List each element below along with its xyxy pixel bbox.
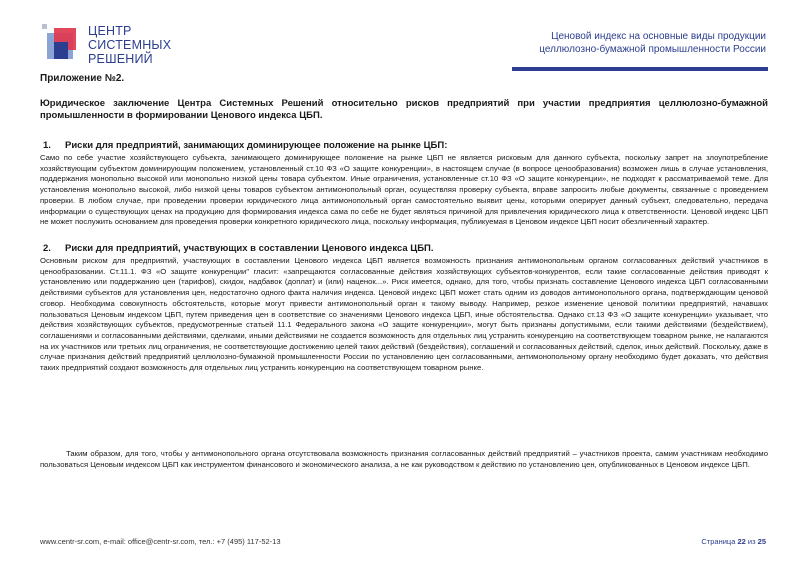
header-rule bbox=[512, 67, 768, 71]
header-title-line-1: Ценовой индекс на основные виды продукции bbox=[551, 31, 766, 42]
page-prefix: Страница bbox=[701, 537, 736, 546]
document-heading: Юридическое заключение Центра Системных Решений относительно рисков предприятий при участии предприятия целлюлозно-бумажной промышленности в формировании Ценового индекса ЦБП. bbox=[40, 98, 768, 121]
appendix-label: Приложение №2. bbox=[40, 73, 125, 84]
section-2-number: 2. bbox=[43, 243, 51, 254]
page-indicator bbox=[701, 537, 766, 546]
company-logo bbox=[38, 20, 198, 80]
logo-squares-icon bbox=[38, 20, 84, 66]
logo-line-2: СИСТЕМНЫХ bbox=[88, 38, 172, 52]
section-2-paragraph-2: Таким образом, для того, чтобы у антимонопольного органа отсутствовала возможность признания согласованных действий предприятий – участников проекта, самим участникам необходимо пользоваться Ценовым индексом ЦБП как инструментом финансового и экономического анализа, а не как руководством к действию по установлению цен, опубликованных в Ценовом индексе ЦБП. bbox=[40, 449, 768, 469]
section-2-title bbox=[40, 243, 434, 254]
section-1-title-text: Риски для предприятий, занимающих доминирующее положение на рынке ЦБП: bbox=[65, 140, 448, 151]
section-1-number: 1. bbox=[43, 140, 51, 151]
section-1-title bbox=[40, 140, 447, 151]
header-title bbox=[516, 30, 766, 56]
logo-line-3: РЕШЕНИЙ bbox=[88, 52, 153, 66]
section-2-paragraph-1: Основным риском для предприятий, участвующих в составлении Ценового индекса ЦБП является возможность признания антимонопольным органом согласованных действий участников в ценообразовании. Ст.11.1. ФЗ «О защите конкуренции" гласит: «запрещаются согласованные действия хозяйствующих субъектов-конкурентов, если такие согласованные действия приводят к установлению или поддержанию цен (тарифов), скидок, надбавок (доплат) и (или) наценок...». Риск имеется, однако, для того, чтобы признать составление Ценового индекса ЦБП согласованными действиями субъектов для установления цен, недостаточно одного факта наличия индекса. Ценовой индекс ЦБП может стать одним из доводов антимонопольного органа, подтверждающим ценовой сговор. Необходима совокупность обстоятельств, которые могут привести антимонопольный орган к такому выводу. Например, резкое изменение ценовой политики предприятий, начавших пользоваться Ценовым индексом ЦБП, путем приведения цен в соответствие со значениями Ценового индекса ЦБП, иные обстоятельства. Однако ст.13 ФЗ «О защите конкуренции» указывает, что действия хозяйствующих субъектов, предусмотренные статьей 11.1 Федерального закона «О защите конкуренции», могут быть признаны допустимыми, если такими действиями (бездействием), соглашениями и согласованными действиями, сделками, иными действиями не создается возможность для отдельных лиц устранить конкуренцию на соответствующем товарном рынке, не налагаются на их участников или третьих лиц ограничения, не соответствующие достижению целей таких действий (бездействия), соглашений и согласованных действий, сделок, иных действий. Поскольку, даже в случае признания действий предприятий целлюлозно-бумажной промышленности России по установлению цен согласованными, антимонопольному органу необходимо будет доказать, что действия таких предприятий создают возможность для отдельных лиц устранить конкуренцию на соответствующем товарном рынке. bbox=[40, 256, 768, 373]
page-current: 22 bbox=[737, 537, 746, 546]
footer-contacts: www.centr-sr.com, e-mail: office@centr-sr.com, тел.: +7 (495) 117-52-13 bbox=[40, 537, 281, 546]
header-title-line-2: целлюлозно-бумажной промышленности России bbox=[539, 44, 766, 55]
logo-line-1: ЦЕНТР bbox=[88, 24, 132, 38]
section-2-title-text: Риски для предприятий, участвующих в составлении Ценового индекса ЦБП. bbox=[65, 243, 434, 254]
page-separator: из bbox=[747, 537, 756, 546]
section-1-paragraph: Само по себе участие хозяйствующего субъекта, занимающего доминирующее положение на рынке ЦБП не является рисковым для данного субъекта, поскольку запрет на злоупотребление хозяйствующим субъектом доминирующим положением, установленный ст.10 ФЗ «О защите конкуренции», в настоящем случае (в вопросе ценообразования) возможен лишь в случае установления, поддержания монопольно высокой или монопольно низкой цены товара субъектом. Иные ограничения, установленные ст.10 ФЗ «О защите конкуренции», не подходят к рассматриваемой теме. Для установления монопольно высокой, либо низкой цены товаров субъектом антимонопольный орган, осуществляя проверку субъекта, вправе запросить любые документы, связанные с проведением проверки. В любом случае, при проведении проверки юридического лица антимонопольный орган самостоятельно выявит цены, которыми оперирует данный субъект, следовательно, передача информации о существующих ценах на продукцию для формирования индекса сама по себе не будет являться причиной для привлечения юридического лица к ответственности. Ценовой индекс ЦБП не может послужить основанием для проведения проверки конкретного юридического лица, поскольку информация, публикуемая в Ценовом индексе ЦБП носит обезличенный характер. bbox=[40, 153, 768, 227]
page-total: 25 bbox=[757, 537, 766, 546]
